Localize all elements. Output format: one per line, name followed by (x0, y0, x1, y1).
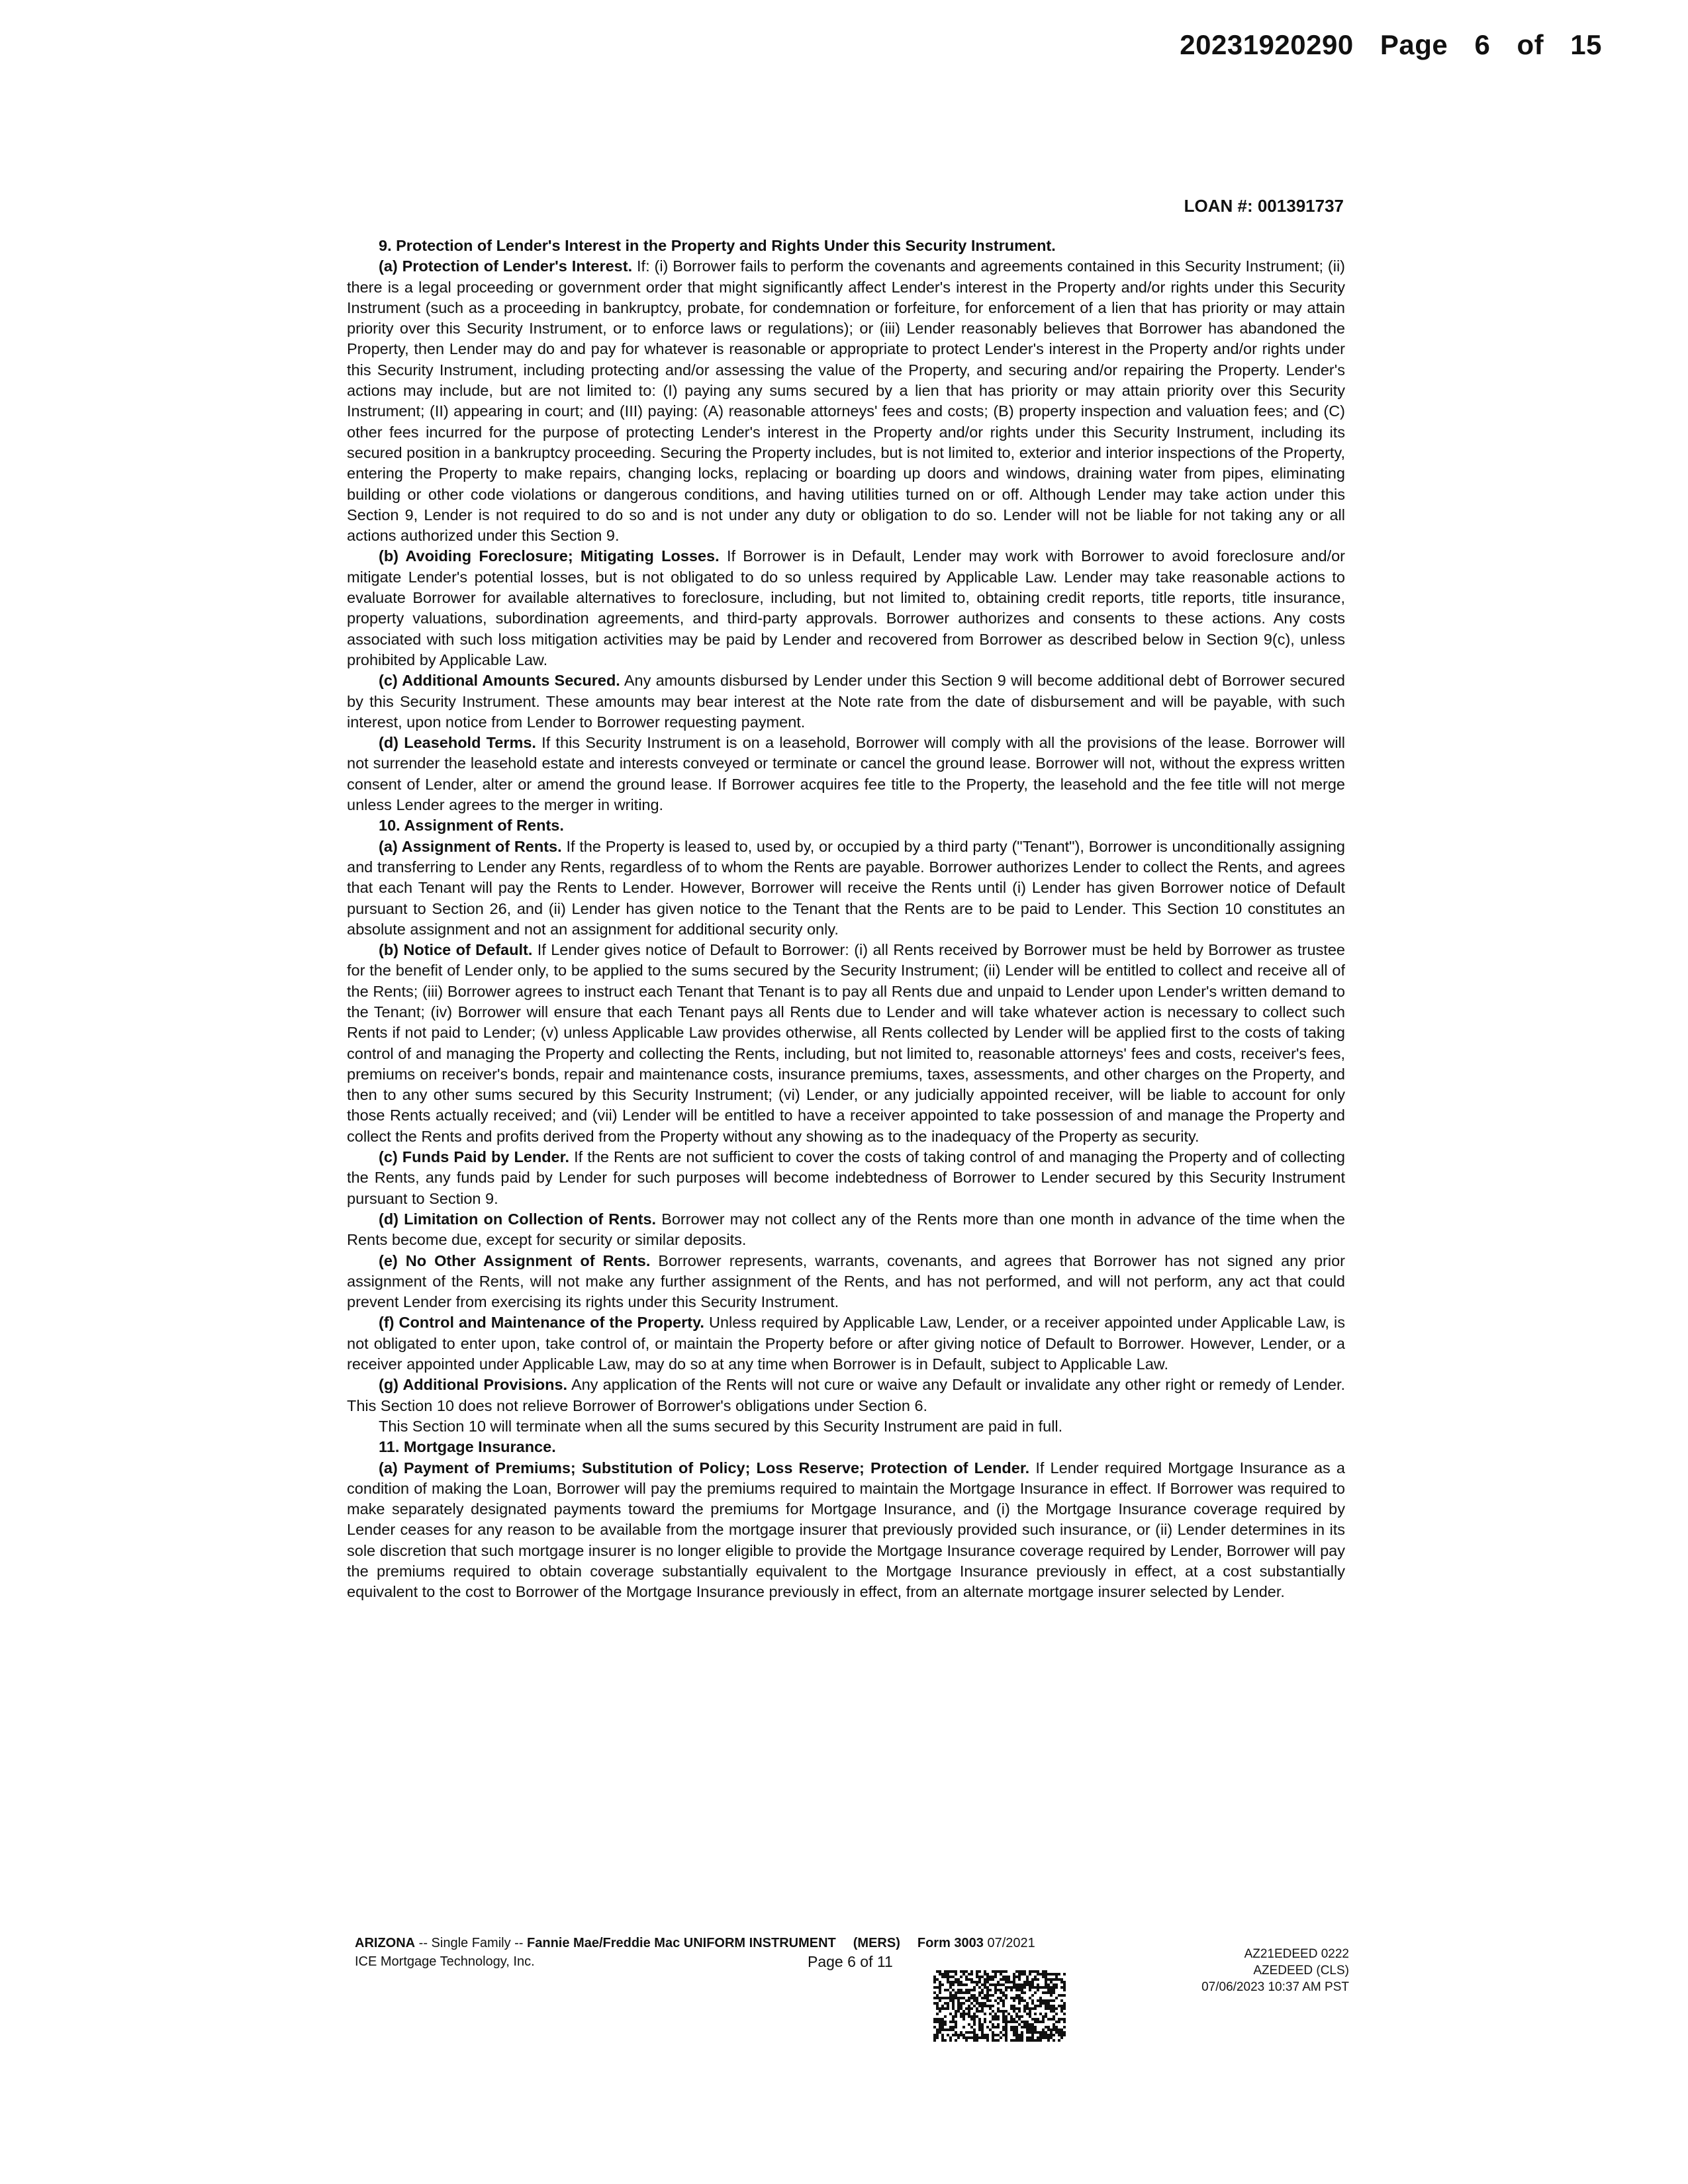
section-10-heading: 10. Assignment of Rents. (379, 817, 564, 835)
form-footer (355, 1934, 1149, 1971)
section-10e-text: Borrower represents, warrants, covenants, and agrees that Borrower has not signed any prior assignment of the Rents, will not make any further assignment of the Rents, and has not performed, and will not perform, any act that could prevent Lender from exercising its rights under this Security Instrument. (347, 1251, 1345, 1311)
section-10g-title: (g) Additional Provisions. (379, 1376, 568, 1394)
footer-form-desc-2: Fannie Mae/Freddie Mac UNIFORM INSTRUMENT (527, 1936, 836, 1950)
section-11a-title: (a) Payment of Premiums; Substitution of Policy; Loss Reserve; Protection of Lender. (379, 1459, 1030, 1477)
section-10-termination: This Section 10 will terminate when all the sums secured by this Security Instrument are paid in full. (379, 1417, 1063, 1435)
section-10f (347, 1312, 1345, 1375)
section-10b (347, 940, 1345, 1147)
footer-form-date: 07/2021 (987, 1936, 1035, 1950)
section-10b-text: If Lender gives notice of Default to Borrower: (i) all Rents received by Borrower must be held by Borrower as trustee for the benefit of Lender only, to be applied to the sums secured by the Security Instrument; (ii) Lender will be entitled to collect and receive all of the Rents; (iii) Borrower agrees to instruct each Tenant that Tenant is to pay all Rents due and unpaid to Lender upon Lender's written demand to the Tenant; (iv) Borrower will ensure that each Tenant pays all Rents due to Lender and will take whatever action is necessary to collect such Rents if not paid to Lender; (v) unless Applicable Law provides otherwise, all Rents collected by Lender will be applied first to the costs of taking control of and managing the Property and collecting the Rents, including, but not limited to, reasonable attorneys' fees and costs, receiver's fees, premiums on receiver's bonds, repair and maintenance costs, insurance premiums, taxes, assessments, and other charges on the Property, and then to any other sums secured by this Security Instrument; (vi) Lender, or any judicially appointed receiver, will be liable to account for only those Rents actually received; and (vii) Lender will be entitled to have a receiver appointed to take possession of and manage the Property and collect the Rents and profits derived from the Property without any showing as to the inadequacy of the Property as security. (347, 941, 1345, 1145)
section-10c (347, 1147, 1345, 1209)
section-11-heading: 11. Mortgage Insurance. (379, 1438, 556, 1456)
section-10g-text: Any application of the Rents will not cure or waive any Default or invalidate any other right or remedy of Lender. This Section 10 does not relieve Borrower of Borrower's obligations under Section 6. (347, 1376, 1345, 1414)
footer-form-desc-1: -- Single Family -- (418, 1936, 524, 1950)
section-10c-title: (c) Funds Paid by Lender. (379, 1148, 570, 1166)
section-9b (347, 546, 1345, 670)
section-10e-title: (e) No Other Assignment of Rents. (379, 1251, 651, 1269)
footer-mers: (MERS) (853, 1936, 900, 1950)
section-9b-text: If Borrower is in Default, Lender may work with Borrower to avoid foreclosure and/or mitigate Lender's potential losses, but is not obligated to do so unless required by Applicable Law. Lender may take reasonable actions to evaluate Borrower for available alternatives to foreclosure, including, but not limited to, obtaining credit reports, title reports, title insurance, property valuations, subordination agreements, and third-party approvals. Borrower authorizes and consents to these actions. Any costs associated with such loss mitigation activities may be paid by Lender and recovered from Borrower as described below in Section 9(c), unless prohibited by Applicable Law. (347, 547, 1345, 668)
barcode-image (933, 1970, 1066, 2042)
form-code-1: AZ21EDEED 0222 (1244, 1947, 1349, 1961)
footer-page-number: Page 6 of 11 (808, 1953, 893, 1970)
section-11a-text: If Lender required Mortgage Insurance as a condition of making the Loan, Borrower will pay the premiums required to maintain the Mortgage Insurance in effect. If Borrower was required to make separately designated payments toward the premiums for Mortgage Insurance, and (i) the Mortgage Insurance coverage required by Lender ceases for any reason to be available from the mortgage insurer that previously provided such insurance, or (ii) Lender determines in its sole discretion that such mortgage insurer is no longer eligible to provide the Mortgage Insurance coverage required by Lender, Borrower will pay the premiums required to obtain coverage substantially equivalent to the Mortgage Insurance previously in effect, at a cost substantially equivalent to the cost to Borrower of the Mortgage Insurance previously in effect, from an alternate mortgage insurer selected by Lender. (347, 1459, 1345, 1601)
section-10e (347, 1251, 1345, 1313)
recording-number: 20231920290 (1180, 29, 1354, 60)
footer-state: ARIZONA (355, 1936, 416, 1950)
section-9-heading: 9. Protection of Lender's Interest in the Property and Rights Under this Security Instrument. (379, 237, 1056, 254)
section-10c-text: If the Rents are not sufficient to cover the costs of taking control of and managing the Property and of collecting the Rents, any funds paid by Lender for such purposes will become indebtedness of Borrower to Lender secured by this Security Instrument pursuant to Section 9. (347, 1148, 1345, 1207)
section-9d-title: (d) Leasehold Terms. (379, 734, 536, 752)
footer-form-number: Form 3003 (917, 1936, 984, 1950)
footer-company: ICE Mortgage Technology, Inc. (355, 1954, 535, 1969)
section-11a (347, 1458, 1345, 1603)
section-10f-title: (f) Control and Maintenance of the Property. (379, 1314, 704, 1332)
section-9c-title: (c) Additional Amounts Secured. (379, 672, 620, 690)
document-body (347, 236, 1345, 1864)
section-10b-title: (b) Notice of Default. (379, 941, 533, 959)
section-10d-text: Borrower may not collect any of the Rents more than one month in advance of the time when the Rents become due, except for security or similar deposits. (347, 1210, 1345, 1249)
section-9a (347, 256, 1345, 546)
form-code-2: AZEDEED (CLS) (1253, 1964, 1349, 1978)
loan-number: LOAN #: 001391737 (1184, 196, 1344, 216)
section-9c (347, 670, 1345, 733)
section-10d (347, 1209, 1345, 1251)
section-9a-text: If: (i) Borrower fails to perform the covenants and agreements contained in this Security Instrument; (ii) there is a legal proceeding or government order that might significantly affect Lender's interest in the Property and/or rights under this Security Instrument (such as a proceeding in bankruptcy, probate, for condemnation or forfeiture, for enforcement of a lien that has priority or may attain priority over this Security Instrument, or to enforce laws or regulations); or (iii) Lender reasonably believes that Borrower has abandoned the Property, then Lender may do and pay for whatever is reasonable or appropriate to protect Lender's interest in the Property and/or rights under this Security Instrument, including protecting and/or assessing the value of the Property, and securing and/or repairing the Property. Lender's actions may include, but are not limited to: (I) paying any sums secured by a lien that has priority or may attain priority over this Security Instrument; (II) appearing in court; and (III) paying: (A) reasonable attorneys' fees and costs; (B) property inspection and valuation fees; and (C) other fees incurred for the purpose of protecting Lender's interest in the Property and/or rights under this Security Instrument, including its secured position in a bankruptcy proceeding. Securing the Property includes, but is not limited to, exterior and interior inspections of the Property, entering the Property to make repairs, changing locks, replacing or boarding up doors and windows, draining water from pipes, eliminating building or other code violations or dangerous conditions, and having utilities turned on or off. Although Lender may take action under this Section 9, Lender is not required to do so and is not under any duty or obligation to do so. Lender will not be liable for not taking any or all actions authorized under this Section 9. (347, 257, 1345, 545)
section-9a-title: (a) Protection of Lender's Interest. (379, 257, 633, 275)
section-10d-title: (d) Limitation on Collection of Rents. (379, 1210, 657, 1228)
section-10f-text: Unless required by Applicable Law, Lender, or a receiver appointed under Applicable Law, is not obligated to enter upon, take control of, or maintain the Property before or after giving notice of Default to Borrower. However, Lender, or a receiver appointed under Applicable Law, may do so at any time when Borrower is in Default, subject to Applicable Law. (347, 1314, 1345, 1373)
section-9c-text: Any amounts disbursed by Lender under this Section 9 will become additional debt of Borrower secured by this Security Instrument. These amounts may bear interest at the Note rate from the date of disbursement and will be payable, with such interest, upon notice from Lender to Borrower requesting payment. (347, 672, 1345, 731)
recording-page-label: Page 6 of 15 (1380, 29, 1602, 60)
section-9b-title: (b) Avoiding Foreclosure; Mitigating Losses. (379, 547, 720, 565)
recording-header (1059, 29, 1602, 61)
section-9d-text: If this Security Instrument is on a leasehold, Borrower will comply with all the provisions of the lease. Borrower will not surrender the leasehold estate and interests conveyed or terminate or cancel the ground lease. Borrower will not, without the express written consent of Lender, alter or amend the ground lease. If Borrower acquires fee title to the Property, the leasehold and the fee title will not merge unless Lender agrees to the merger in writing. (347, 734, 1345, 814)
form-codes (1125, 1946, 1349, 1995)
section-10a-title: (a) Assignment of Rents. (379, 837, 562, 855)
section-10g (347, 1375, 1345, 1416)
section-10a-text: If the Property is leased to, used by, or occupied by a third party ("Tenant"), Borrower is unconditionally assigning and transferring to Lender any Rents, regardless of to whom the Rents are payable. Borrower authorizes Lender to collect the Rents, and agrees that each Tenant will pay the Rents to Lender. However, Borrower will receive the Rents until (i) Lender has given Borrower notice of Default pursuant to Section 26, and (ii) Lender has given notice to the Tenant that the Rents are to be paid to Lender. This Section 10 constitutes an absolute assignment and not an assignment for additional security only. (347, 837, 1345, 938)
form-timestamp: 07/06/2023 10:37 AM PST (1201, 1980, 1349, 1994)
section-10a (347, 837, 1345, 940)
section-9d (347, 733, 1345, 815)
